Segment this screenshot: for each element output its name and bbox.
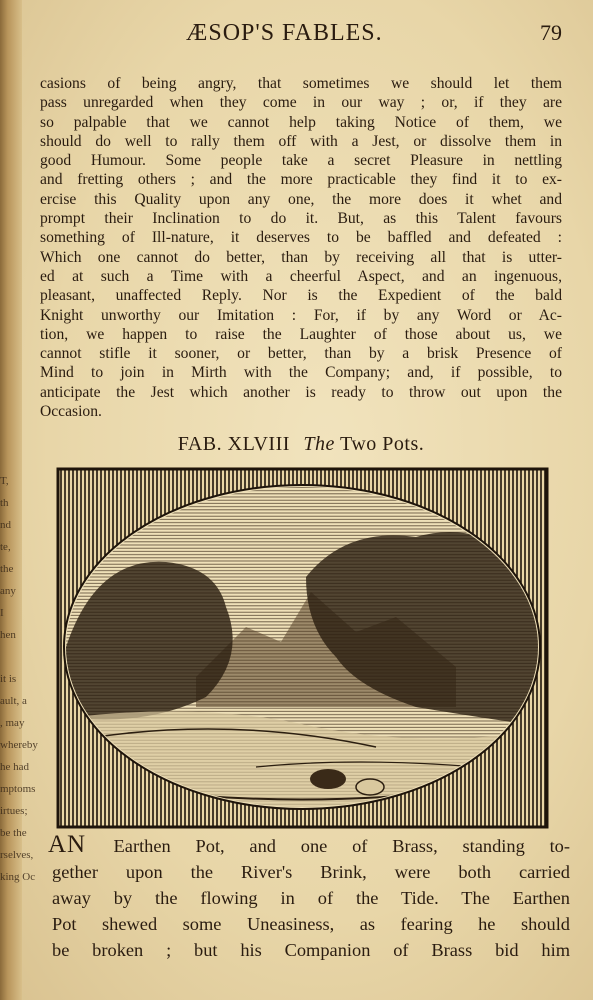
fable-line [48, 937, 570, 963]
fable-line-text: gether upon the River's Brink, were both carried [52, 862, 570, 882]
text-line: Which one cannot do better, than by receiving all that is utter- [40, 248, 562, 266]
text-line: so palpable that we cannot help taking Notice of them, we [40, 113, 562, 131]
fable-line [48, 911, 570, 937]
text-line: Mind to join in Mirth with the Company; and, if possible, to [40, 364, 562, 382]
fable-heading [40, 433, 562, 456]
facing-page-fragment: mptoms [0, 783, 36, 795]
facing-page-fragment: T, [0, 475, 9, 487]
facing-page-fragment: irtues; [0, 805, 28, 817]
fable-body-text [48, 832, 570, 963]
woodcut-illustration [56, 467, 549, 829]
facing-page-fragment: whereby [0, 739, 38, 751]
facing-page-fragment: th [0, 497, 9, 509]
facing-page-fragment: , may [0, 717, 25, 729]
facing-page-fragment [0, 646, 22, 668]
fable-title: Two Pots. [340, 433, 425, 455]
fable-line-text: be broken ; but his Companion of Brass bid him [52, 940, 570, 960]
facing-page-fragment: king Oc [0, 871, 36, 883]
text-line: pleasant, unaffected Reply. Nor is the Expedient of the bald [40, 287, 562, 305]
facing-page-fragment: the [0, 563, 14, 575]
running-title: ÆSOP'S FABLES. [186, 20, 383, 46]
text-line: should do well to rally them off with a Jest, or dissolve them in [40, 132, 562, 150]
fable-line-text: Pot shewed some Uneasiness, as fearing he should [52, 914, 570, 934]
facing-page-fragment: any [0, 585, 16, 597]
text-line: ed at such a Time with a cheerful Aspect, and an ingenuous, [40, 267, 562, 285]
text-line: casions of being angry, that sometimes we should let them [40, 75, 562, 92]
fable-line [48, 832, 570, 859]
facing-page-fragment: be the [0, 827, 27, 839]
text-line: prompt their Inclination to do it. But, as this Talent favours [40, 210, 562, 228]
facing-page-fragment: I [0, 607, 4, 619]
text-line: something of Ill-nature, it deserves to be baffled and defeated : [40, 229, 562, 247]
page-header [40, 14, 570, 54]
moral-body-text [40, 74, 562, 421]
page-number: 79 [540, 20, 562, 45]
facing-page-margin [0, 470, 38, 990]
facing-page-fragment: ault, a [0, 695, 27, 707]
facing-page-fragment: it is [0, 673, 17, 685]
text-line: cannot stifle it sooner, or better, than by a brisk Presence of [40, 345, 562, 363]
text-line: Knight unworthy our Imitation : For, if by any Word or Ac- [40, 306, 562, 324]
facing-page-fragment: rselves, [0, 849, 34, 861]
facing-page-fragment: nd [0, 519, 11, 531]
text-line: good Humour. Some people take a secret Pleasure in nettling [40, 152, 562, 170]
fable-line-text: away by the flowing in of the Tide. The Earthen [52, 888, 570, 908]
drop-capital: AN [48, 831, 114, 858]
text-line: Occasion. [40, 403, 102, 421]
text-line: and fretting others ; and the more practicable they find it to ex- [40, 171, 562, 189]
fable-line [48, 885, 570, 911]
fable-line-text: Earthen Pot, and one of Brass, standing to- [113, 836, 570, 856]
facing-page-fragment: hen [0, 629, 16, 641]
fable-title-article: The [303, 433, 335, 455]
text-line: ercise this Quality upon any one, the more does it whet and [40, 190, 562, 208]
facing-page-fragment: te, [0, 541, 11, 553]
fable-line [48, 859, 570, 885]
facing-page-fragment: he had [0, 761, 30, 773]
text-line: pass unregarded when they come in our way ; or, if they are [40, 94, 562, 112]
text-line: anticipate the Jest which another is ready to throw out upon the [40, 383, 562, 401]
fable-number: FAB. XLVIII [177, 433, 290, 455]
text-line: tion, we happen to raise the Laughter of those about us, we [40, 325, 562, 343]
